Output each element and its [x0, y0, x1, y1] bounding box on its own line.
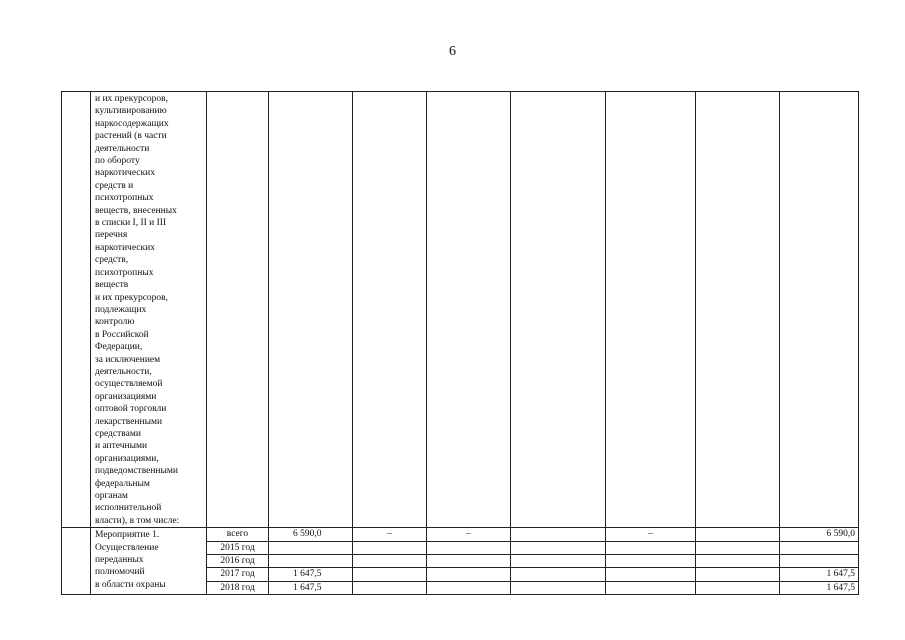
value-cell: –: [353, 528, 427, 541]
value-cell: 6 590,0: [780, 528, 859, 541]
desc-line: исполнительной: [95, 503, 162, 514]
value-cell: [269, 541, 353, 554]
value-cell: [780, 541, 859, 554]
desc-line: органам: [95, 491, 128, 501]
desc-line: власти), в том числе:: [95, 515, 180, 526]
desc-line: осуществляемой: [95, 379, 163, 390]
value-cell: [353, 555, 427, 568]
empty-cell: [511, 92, 606, 528]
program-table: [61, 91, 859, 595]
number-cell: [62, 528, 91, 595]
value-cell: [511, 528, 606, 541]
desc-line: и их прекурсоров,: [95, 292, 169, 303]
value-cell: 1 647,5: [780, 581, 859, 594]
desc-line: средств,: [95, 255, 129, 266]
desc-line: федеральным: [95, 478, 150, 489]
value-cell: [353, 541, 427, 554]
value-cell: 1 647,5: [269, 581, 353, 594]
desc-line: перечня: [95, 230, 128, 241]
value-cell: –: [427, 528, 511, 541]
empty-cell: [427, 92, 511, 528]
desc-line: организациями,: [95, 453, 159, 464]
desc-line: растений (в части: [95, 131, 167, 142]
value-cell: [511, 581, 606, 594]
desc-line: в списки I, II и III: [95, 218, 167, 229]
continuation-description: [91, 92, 207, 528]
desc-line: культивированию: [95, 106, 167, 117]
measure-row-total: [62, 528, 859, 541]
empty-cell: [696, 92, 780, 528]
desc-line: за исключением: [95, 354, 161, 365]
desc-line: по обороту: [95, 156, 140, 167]
desc-line: средств и: [95, 180, 134, 191]
value-cell: [353, 568, 427, 581]
period-cell: 2015 год: [207, 541, 269, 554]
value-cell: [606, 581, 696, 594]
continuation-row: [62, 92, 859, 528]
desc-line: Мероприятие 1.: [95, 530, 160, 541]
desc-line: психотропных: [95, 193, 154, 204]
desc-line: оптовой торговли: [95, 404, 167, 415]
desc-line: контролю: [95, 317, 135, 328]
value-cell: [696, 555, 780, 568]
desc-line: психотропных: [95, 267, 154, 278]
value-cell: [696, 541, 780, 554]
desc-line: наркотических: [95, 242, 155, 253]
value-cell: 1 647,5: [269, 568, 353, 581]
value-cell: [353, 581, 427, 594]
desc-line: подлежащих: [95, 304, 147, 315]
value-cell: [780, 555, 859, 568]
desc-line: Федерации,: [95, 342, 143, 353]
page-number: 6: [449, 44, 456, 59]
value-cell: [606, 568, 696, 581]
value-cell: [511, 568, 606, 581]
measure-description: [91, 528, 207, 595]
desc-line: полномочий: [95, 567, 145, 578]
period-cell: 2017 год: [207, 568, 269, 581]
period-cell: 2018 год: [207, 581, 269, 594]
desc-line: деятельности,: [95, 366, 152, 377]
value-cell: [427, 555, 511, 568]
empty-cell: [606, 92, 696, 528]
value-cell: [606, 541, 696, 554]
value-cell: 6 590,0: [269, 528, 353, 541]
value-cell: [511, 541, 606, 554]
empty-cell: [353, 92, 427, 528]
desc-line: в области охраны: [95, 579, 166, 590]
desc-line: веществ: [95, 280, 129, 291]
empty-cell: [207, 92, 269, 528]
period-cell: всего: [207, 528, 269, 541]
empty-cell: [269, 92, 353, 528]
desc-line: лекарственными: [95, 416, 163, 427]
period-cell: 2016 год: [207, 555, 269, 568]
value-cell: [269, 555, 353, 568]
value-cell: [427, 541, 511, 554]
desc-line: Осуществление: [95, 542, 159, 553]
desc-line: переданных: [95, 555, 144, 566]
desc-line: и их прекурсоров,: [95, 94, 169, 104]
value-cell: [696, 568, 780, 581]
desc-line: наркосодержащих: [95, 118, 169, 129]
desc-line: веществ, внесенных: [95, 205, 177, 216]
value-cell: [511, 555, 606, 568]
desc-line: подведомственными: [95, 466, 178, 477]
desc-line: в Российской: [95, 329, 149, 340]
desc-line: средствами: [95, 428, 141, 439]
desc-line: наркотических: [95, 168, 155, 179]
desc-line: деятельности: [95, 143, 150, 154]
value-cell: [696, 528, 780, 541]
value-cell: –: [606, 528, 696, 541]
value-cell: [696, 581, 780, 594]
value-cell: [427, 581, 511, 594]
value-cell: [427, 568, 511, 581]
desc-line: организациями: [95, 391, 157, 402]
value-cell: 1 647,5: [780, 568, 859, 581]
number-cell: [62, 92, 91, 528]
desc-line: и аптечными: [95, 441, 148, 452]
empty-cell: [780, 92, 859, 528]
value-cell: [606, 555, 696, 568]
